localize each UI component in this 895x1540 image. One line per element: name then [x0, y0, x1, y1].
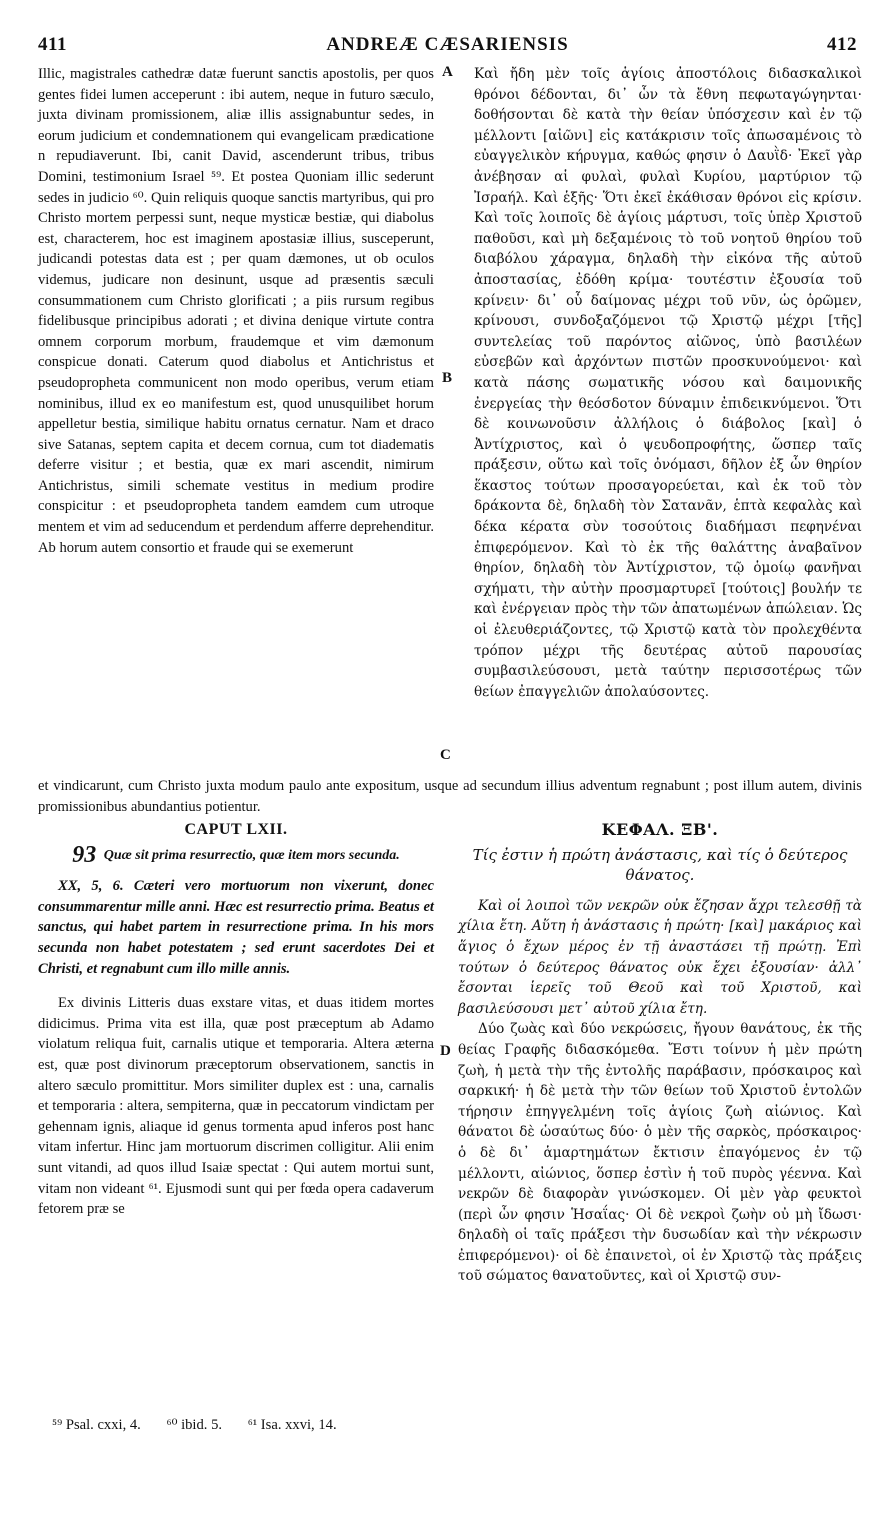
margin-marker-a: A [442, 64, 453, 80]
latin-chapter-body: Ex divinis Litteris duas exstare vitas, et duas itidem mortes didicimus. Prima vita est illa, quæ post præceptum ab Adamo violatum reliqua fuit, carnalis utique et temporaria. Altera æterna est, quæ post divinorum præceptorum observationem, sanctis in altero sæculo promittitur. Mors similiter duplex est : una, carnalis et temporaria : altera, sempiterna, quæ in peccatorum vindictam per gehennam ignis, aliaque id genus tormenta apud inferos post hanc vitam infertur. Hinc jam mortuorum discrimen colligitur. Alii enim sunt vitandi, ad quos illud Isaiæ spectat : Qui autem mortui sunt, vitam non videant ⁶¹. Ejusmodi sunt qui per fœda opera cadaverum fetorem præ se [38, 995, 434, 1218]
latin-verse: XX, 5, 6. Cæteri vero mortuorum non vixerunt, donec consummarentur mille anni. Hæc est resurrectio prima. Beatus et sanctus, qui habet partem in resurrectione prima. In his mors secunda non habet potestatem ; sed erunt sacerdotes Dei et Christi, et regnabunt cum illo mille annis. [38, 878, 434, 977]
left-page-number: 411 [38, 34, 67, 55]
latin-chapter-lemma [38, 841, 434, 868]
greek-column-top: Καὶ ἤδη μὲν τοῖς ἁγίοις ἀποστόλοις διδασκαλικοὶ θρόνοι δέδονται, δι᾽ ὧν τὰ ἔθνη πεφωταγώγηνται· δοθήσονται δὲ κατὰ τὴν θείαν ὑπόσχεσιν καὶ ἐν τῷ μέλλοντι [αἰῶνι] εἰς κατάκρισιν τοῖς ἀπωσαμένοις τὸ εὐαγγελικὸν κήρυγμα, καθώς φησιν ὁ Δαυῒδ· Ἐκεῖ γὰρ ἀνέβησαν αἱ φυλαὶ, φυλαὶ Κυρίου, μαρτύριον τῷ Ἰσραήλ. Καὶ ἑξῆς· Ὅτι ἐκεῖ ἐκάθισαν θρόνοι εἰς κρίσιν. Καὶ τοῖς λοιποῖς δὲ ἁγίοις μάρτυσι, τοῖς ὑπὲρ Χριστοῦ παθοῦσι, καὶ μὴ δεξαμένοις τὸ τοῦ νοητοῦ θηρίου τοῦ διαβόλου χάραγμα, δηλαδὴ τὴν εἰκόνα τῆς αὐτοῦ ἀποστασίας, ἐδόθη κρίμα· τουτέστιν ἐξουσία τοῦ κρίνειν· δι᾽ οὗ δαίμονας μέχρι τοῦ νῦν, ὡς ὁρῶμεν, κρίνουσι, συνδοξαζόμενοι τῷ Χριστῷ μέχρι [τῆς] συντελείας τοῦ παρόντος αἰῶνος, ὑπὸ βασιλέων εὐσεβῶν καὶ ἀρχόντων πιστῶν προσκυνούμενοι· καὶ κατὰ πάσης σωματικῆς νόσου καὶ δαιμονικῆς ἐνεργείας τὴν θεόσδοτον δύναμιν ἐπιδεικνύμενοι. Ὅτι δὲ κοινωνοῦσιν ἀλλήλοις ὁ διάβολος [καὶ] ὁ Ἀντίχριστος, καὶ ὁ ψευδοπροφήτης, ὥσπερ ταῖς πράξεσιν, οὕτω καὶ τοῖς ὀνόμασι, δῆλον ἐξ ὧν θηρίον ἕκαστος τούτων προσαγορεύεται, καὶ ἐκ τοῦ τὸν δράκοντα δὲ, δηλαδὴ τὸν Σατανᾶν, ἑπτὰ κεφαλὰς καὶ δέκα κέρατα σὺν τοσούτοις διαδήμασι πεφηνέναι ἐπιφερόμενον. Καὶ τὸ ἐκ τῆς θαλάττης ἀναβαῖνον θηρίον, δηλαδὴ τὸν Ἀντίχριστον, τῷ ὁμοίῳ φανῆναι σχήματι, τὴν αὐτὴν προσμαρτυρεῖ [τούτοις] βουλήν τε καὶ ἐνέργειαν πρὸς τὴν τῶν ἀπατωμένων ἀπώλειαν. Ὡς οἱ ἐλευθεριάζοντες, τῷ Χριστῷ κατὰ τὸν προλεχθέντα τρόπον μέχρι τῆς δευτέρας αὐτοῦ παρουσίας συμβασιλεύσουσι, μετὰ ταύτην περισσοτέρως τῶν θείων ἐπαγγελιῶν ἀπολαύσοντες. [474, 66, 862, 700]
section-number: 93 [72, 841, 97, 868]
greek-chapter-body: Δύο ζωὰς καὶ δύο νεκρώσεις, ἤγουν θανάτους, ἐκ τῆς θείας Γραφῆς διδασκόμεθα. Ἔστι τοίνυν ἡ μὲν πρώτη ζωὴ, ἡ μετὰ τὴν τῆς ἐντολῆς παράβασιν, πρόσκαιρος καὶ σαρκική· ἡ δὲ μετὰ τὴν τῶν θείων τοῦ Χριστοῦ ἐντολῶν τήρησιν ἐπηγγελμένη τοῖς ἁγίοις ζωὴ αἰώνιος. Καὶ θάνατοι δὲ ὡσαύτως δύο· ὁ μὲν τῆς σαρκὸς, πρόσκαιρος· ὁ δὲ δι᾽ ἁμαρτημάτων ἔκτισιν ἐπαγόμενος ἐν τῷ μέλλοντι, αἰώνιος, ὅσπερ ἐστὶν ἡ τοῦ πυρὸς γέεννα. Καὶ νεκρῶν δὲ διαφορὰν γινώσκομεν. Οἱ μὲν γὰρ φευκτοὶ (περὶ ὧν φησιν Ἡσαΐας· Οἱ δὲ νεκροὶ ζωὴν οὐ μὴ ἴδωσι· δηλαδὴ οἱ ταῖς πράξεσι τὴν δυσωδίαν καὶ τὴν νέκρωσιν ἐπιφερόμενοι)· οἱ δὲ ἐπαινετοὶ, οἱ ἐν Χριστῷ τὰς πράξεις τοῦ σώματος θανατοῦντες, καὶ οἱ Χριστῷ συν- [458, 1021, 862, 1285]
greek-chapter-title: Τίς ἐστιν ἡ πρώτη ἀνάστασις, καὶ τίς ὁ δεύτερος θάνατος. [472, 845, 848, 885]
greek-chapter [458, 820, 862, 1287]
running-title: ANDREÆ CÆSARIENSIS [326, 34, 569, 55]
margin-marker-d: D [440, 1043, 451, 1059]
right-page-number: 412 [827, 34, 857, 55]
latin-continuation: et vindicarunt, cum Christo juxta modum paulo ante expositum, usque ad secundum illius adventum regnabunt ; post illum autem, divinis promissionibus abundantius potientur. [38, 778, 862, 815]
footnote: ⁵⁹ Psal. cxxi, 4. [52, 1417, 141, 1433]
margin-marker-c: C [440, 747, 451, 763]
latin-chapter [38, 820, 434, 1220]
footnote: ⁶⁰ ibid. 5. [166, 1417, 223, 1433]
footnote: ⁶¹ Isa. xxvi, 14. [247, 1417, 337, 1433]
latin-column-top: Illic, magistrales cathedræ datæ fuerunt sanctis apostolis, per quos gentes fidei lumen acceperunt : ibi autem, neque in futuro sæculo, juxta divinam promissionem, aliæ illis assignabuntur sedes, in eorum judicium et condemnationem qui evangelicam prædicatione n repudiaverunt. Ibi, canit David, ascenderunt tribus, tribus Domini, testimonium Israel ⁵⁹. Et postea Quoniam illic sederunt sedes in judicio ⁶⁰. Quin reliquis quoque sanctis martyribus, qui pro Christo mortem perpessi sunt, neque mysticæ bestiæ, qui diabolus est, characterem, hoc est imaginem apostasiæ illius, susceperunt, judicandi potestas data est ; per quam dæmones, ut ob oculos videmus, judicare non desinunt, usque ad præsentis sæculi consummationem cum Christo glorificati ; a piis rursum regibus fidelibusque principibus adorati ; et divina denique virtute contra omnem corporum morbum, fraudemque et vim dæmonum conspicue donati. Caterum quod diabolus et Antichristus et pseudopropheta communicent non modo operibus, verum etiam nominibus, illud ex eo manifestum est, quod unusquilibet horum appelletur bestia, similique habitu ornatus cernatur. Nam et draco sive Satanas, septem capita et decem cornua, cum tot diadematis deferre visitur ; et bestia, quæ ex mari ascendit, nimirum Antichristus, simili schemate vestitus in medium prodire conspicitur : et pseudopropheta tandem eamdem cum utroque mentem et vim ad seducendum et perdendum afferre deprehenditur. Ab horum autem consortio et fraude qui se exemerunt [38, 66, 434, 556]
footnotes [52, 1416, 359, 1434]
greek-chapter-heading: ΚΕΦΑΛ. ΞΒ'. [601, 820, 719, 839]
running-header [38, 34, 857, 60]
latin-chapter-heading: CAPUT LXII. [184, 821, 288, 838]
greek-verse: Καὶ οἱ λοιποὶ τῶν νεκρῶν οὐκ ἔζησαν ἄχρι τελεσθῇ τὰ χίλια ἔτη. Αὕτη ἡ ἀνάστασις ἡ πρώτη· [καὶ] μακάριος καὶ ἅγιος ὁ ἔχων μέρος ἐν τῇ ἀναστάσει τῇ πρώτῃ. Ἐπὶ τούτων ὁ δεύτερος θάνατος οὐκ ἔχει ἐξουσίαν· ἀλλ᾽ ἔσονται ἱερεῖς τοῦ Θεοῦ καὶ τοῦ Χριστοῦ, καὶ βασιλεύσουσι μετ᾽ αὐτοῦ χίλια ἔτη. [458, 897, 862, 1017]
margin-marker-b: B [442, 370, 453, 386]
latin-lemma-text: Quæ sit prima resurrectio, quæ item mors secunda. [103, 847, 400, 863]
